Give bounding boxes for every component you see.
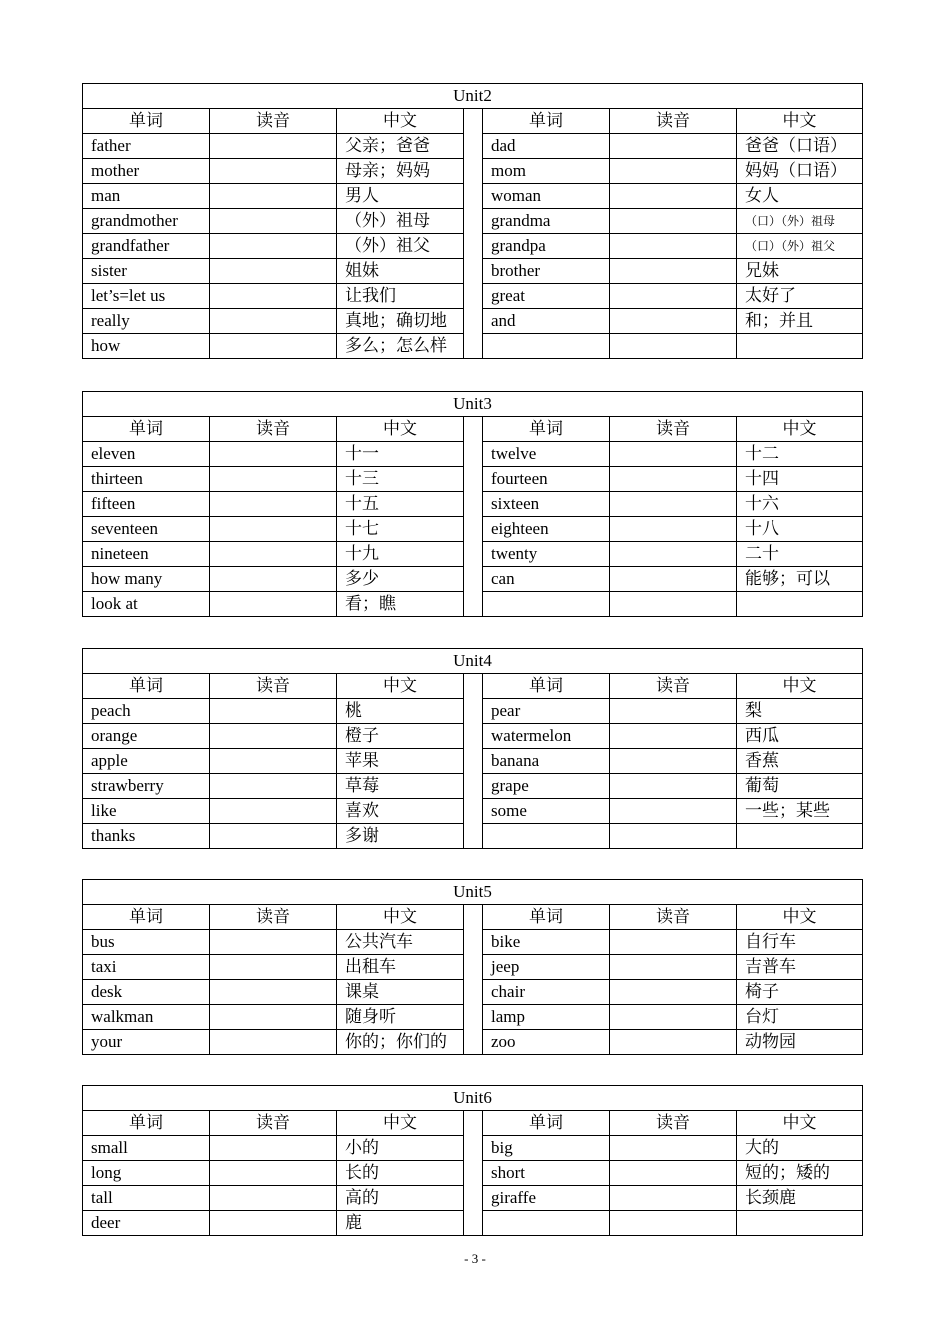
pronunciation-cell [210,1136,337,1161]
word-header: 单词 [83,417,210,442]
word-cell: sixteen [483,492,610,517]
pronunciation-cell [610,567,737,592]
chinese-cell: 十九 [337,542,464,567]
chinese-cell: 姐妹 [337,259,464,284]
word-cell: tall [83,1186,210,1211]
chinese-cell: 二十 [737,542,863,567]
pronunciation-cell [210,492,337,517]
chinese-cell: 香蕉 [737,749,863,774]
pronunciation-cell [610,234,737,259]
chinese-cell: 太好了 [737,284,863,309]
unit-table-unit5 [82,879,863,1055]
word-cell: bus [83,930,210,955]
chinese-cell: 出租车 [337,955,464,980]
pronunciation-cell [610,334,737,359]
chinese-cell: 十八 [737,517,863,542]
pronunciation-cell [610,259,737,284]
chinese-header: 中文 [737,905,863,930]
word-header: 单词 [483,674,610,699]
chinese-cell: 草莓 [337,774,464,799]
chinese-header: 中文 [737,1111,863,1136]
pronunciation-cell [210,699,337,724]
pronunciation-cell [610,749,737,774]
pronunciation-cell [610,1161,737,1186]
chinese-header: 中文 [337,109,464,134]
chinese-cell: 十七 [337,517,464,542]
pronunciation-cell [210,259,337,284]
pronunciation-cell [210,592,337,617]
pronunciation-cell [210,1211,337,1236]
word-cell: fourteen [483,467,610,492]
pronunciation-cell [610,542,737,567]
word-cell: deer [83,1211,210,1236]
pronunciation-cell [610,930,737,955]
pronunciation-header: 读音 [210,109,337,134]
chinese-cell: （口）（外）祖母 [737,209,863,234]
pronunciation-cell [210,209,337,234]
pronunciation-cell [210,1186,337,1211]
pronunciation-cell [210,234,337,259]
chinese-header: 中文 [337,905,464,930]
pronunciation-cell [610,209,737,234]
column-separator [464,109,483,359]
chinese-header: 中文 [737,674,863,699]
chinese-cell: 橙子 [337,724,464,749]
column-separator [464,417,483,617]
word-cell: grandpa [483,234,610,259]
word-cell: giraffe [483,1186,610,1211]
column-separator [464,1111,483,1236]
word-cell: father [83,134,210,159]
chinese-cell: 台灯 [737,1005,863,1030]
pronunciation-cell [210,1030,337,1055]
word-cell: like [83,799,210,824]
unit-table-unit2 [82,83,863,359]
pronunciation-cell [210,542,337,567]
word-cell: grandmother [83,209,210,234]
chinese-cell: 桃 [337,699,464,724]
pronunciation-cell [210,724,337,749]
header-row [83,417,863,442]
chinese-cell: 梨 [737,699,863,724]
word-cell: orange [83,724,210,749]
pronunciation-cell [610,1005,737,1030]
chinese-cell: 兄妹 [737,259,863,284]
word-cell: brother [483,259,610,284]
pronunciation-cell [610,1186,737,1211]
word-cell: sister [83,259,210,284]
pronunciation-header: 读音 [610,109,737,134]
pronunciation-cell [610,1136,737,1161]
header-row [83,109,863,134]
chinese-cell: 公共汽车 [337,930,464,955]
pronunciation-cell [210,284,337,309]
word-cell: grape [483,774,610,799]
word-cell: really [83,309,210,334]
chinese-cell: （外）祖母 [337,209,464,234]
chinese-cell: 你的；你们的 [337,1030,464,1055]
word-cell: twenty [483,542,610,567]
chinese-cell: 长的 [337,1161,464,1186]
word-cell: eighteen [483,517,610,542]
word-cell: nineteen [83,542,210,567]
word-cell [483,592,610,617]
chinese-cell: 多么；怎么样 [337,334,464,359]
word-header: 单词 [483,109,610,134]
pronunciation-cell [210,774,337,799]
header-row [83,674,863,699]
chinese-header: 中文 [337,1111,464,1136]
unit-title: Unit6 [83,1086,863,1111]
pronunciation-cell [210,467,337,492]
word-cell: strawberry [83,774,210,799]
chinese-cell: （外）祖父 [337,234,464,259]
chinese-cell: 随身听 [337,1005,464,1030]
chinese-cell: 动物园 [737,1030,863,1055]
pronunciation-cell [210,184,337,209]
chinese-cell: 一些；某些 [737,799,863,824]
word-cell: how many [83,567,210,592]
pronunciation-cell [210,824,337,849]
chinese-cell: 多谢 [337,824,464,849]
pronunciation-cell [210,334,337,359]
word-cell: lamp [483,1005,610,1030]
word-header: 单词 [483,1111,610,1136]
pronunciation-cell [610,1030,737,1055]
chinese-cell: 西瓜 [737,724,863,749]
pronunciation-cell [210,517,337,542]
word-cell: eleven [83,442,210,467]
word-cell: bike [483,930,610,955]
word-header: 单词 [83,674,210,699]
header-row [83,905,863,930]
pronunciation-cell [610,774,737,799]
pronunciation-cell [610,467,737,492]
word-header: 单词 [483,417,610,442]
pronunciation-cell [610,955,737,980]
pronunciation-cell [210,980,337,1005]
word-cell: desk [83,980,210,1005]
word-cell: dad [483,134,610,159]
chinese-cell: 父亲；爸爸 [337,134,464,159]
pronunciation-cell [610,442,737,467]
word-cell: man [83,184,210,209]
word-cell: taxi [83,955,210,980]
chinese-header: 中文 [737,109,863,134]
word-cell: can [483,567,610,592]
pronunciation-cell [610,309,737,334]
pronunciation-cell [610,159,737,184]
chinese-cell: 十五 [337,492,464,517]
word-cell: watermelon [483,724,610,749]
word-header: 单词 [83,109,210,134]
unit-title: Unit2 [83,84,863,109]
word-cell: jeep [483,955,610,980]
word-cell: pear [483,699,610,724]
pronunciation-header: 读音 [210,1111,337,1136]
pronunciation-cell [610,592,737,617]
chinese-header: 中文 [337,417,464,442]
column-separator [464,905,483,1055]
chinese-cell [737,592,863,617]
chinese-cell: （口）（外）祖父 [737,234,863,259]
word-cell: short [483,1161,610,1186]
chinese-header: 中文 [337,674,464,699]
word-cell: chair [483,980,610,1005]
pronunciation-cell [610,699,737,724]
word-cell: great [483,284,610,309]
chinese-header: 中文 [737,417,863,442]
word-cell: some [483,799,610,824]
pronunciation-cell [610,492,737,517]
pronunciation-cell [210,567,337,592]
word-cell: walkman [83,1005,210,1030]
pronunciation-cell [210,134,337,159]
chinese-cell: 小的 [337,1136,464,1161]
word-cell: seventeen [83,517,210,542]
pronunciation-cell [210,159,337,184]
chinese-cell: 长颈鹿 [737,1186,863,1211]
pronunciation-cell [210,955,337,980]
pronunciation-header: 读音 [210,417,337,442]
word-header: 单词 [483,905,610,930]
chinese-cell: 椅子 [737,980,863,1005]
chinese-cell: 能够；可以 [737,567,863,592]
word-cell [483,824,610,849]
unit-table-unit6 [82,1085,863,1236]
chinese-cell: 十六 [737,492,863,517]
word-cell: zoo [483,1030,610,1055]
pronunciation-cell [610,824,737,849]
column-separator [464,674,483,849]
chinese-cell: 课桌 [337,980,464,1005]
chinese-cell: 高的 [337,1186,464,1211]
word-cell: your [83,1030,210,1055]
word-cell: small [83,1136,210,1161]
word-cell: look at [83,592,210,617]
chinese-cell: 真地；确切地 [337,309,464,334]
chinese-cell [737,334,863,359]
chinese-cell: 鹿 [337,1211,464,1236]
chinese-cell: 短的；矮的 [737,1161,863,1186]
unit-title: Unit5 [83,880,863,905]
word-cell [483,334,610,359]
pronunciation-cell [210,799,337,824]
pronunciation-cell [610,184,737,209]
pronunciation-cell [610,1211,737,1236]
word-cell: peach [83,699,210,724]
word-cell: long [83,1161,210,1186]
word-cell: big [483,1136,610,1161]
pronunciation-cell [210,1161,337,1186]
chinese-cell: 女人 [737,184,863,209]
chinese-cell: 爸爸（口语） [737,134,863,159]
word-cell: grandma [483,209,610,234]
chinese-cell: 多少 [337,567,464,592]
chinese-cell: 十一 [337,442,464,467]
unit-table-unit4 [82,648,863,849]
unit-title: Unit3 [83,392,863,417]
word-cell: thanks [83,824,210,849]
pronunciation-cell [210,749,337,774]
word-cell: twelve [483,442,610,467]
chinese-cell [737,1211,863,1236]
word-cell: woman [483,184,610,209]
pronunciation-cell [210,442,337,467]
word-cell: fifteen [83,492,210,517]
word-header: 单词 [83,1111,210,1136]
pronunciation-header: 读音 [610,417,737,442]
word-cell [483,1211,610,1236]
chinese-cell: 男人 [337,184,464,209]
pronunciation-header: 读音 [610,674,737,699]
page-number: - 3 - [464,1251,486,1266]
word-cell: how [83,334,210,359]
word-cell: thirteen [83,467,210,492]
pronunciation-cell [210,1005,337,1030]
unit-table-unit3 [82,391,863,617]
pronunciation-header: 读音 [210,905,337,930]
chinese-cell: 和；并且 [737,309,863,334]
chinese-cell: 苹果 [337,749,464,774]
chinese-cell: 母亲；妈妈 [337,159,464,184]
chinese-cell: 喜欢 [337,799,464,824]
word-header: 单词 [83,905,210,930]
pronunciation-cell [610,134,737,159]
word-cell: mother [83,159,210,184]
word-cell: mom [483,159,610,184]
chinese-cell: 十二 [737,442,863,467]
chinese-cell: 让我们 [337,284,464,309]
pronunciation-cell [610,799,737,824]
pronunciation-cell [210,309,337,334]
unit-title: Unit4 [83,649,863,674]
word-cell: let’s=let us [83,284,210,309]
pronunciation-header: 读音 [610,905,737,930]
header-row [83,1111,863,1136]
word-cell: banana [483,749,610,774]
word-cell: grandfather [83,234,210,259]
pronunciation-cell [610,517,737,542]
word-cell: apple [83,749,210,774]
chinese-cell: 十四 [737,467,863,492]
chinese-cell: 十三 [337,467,464,492]
pronunciation-cell [610,284,737,309]
chinese-cell: 妈妈（口语） [737,159,863,184]
chinese-cell [737,824,863,849]
chinese-cell: 看；瞧 [337,592,464,617]
word-cell: and [483,309,610,334]
chinese-cell: 自行车 [737,930,863,955]
pronunciation-cell [610,724,737,749]
chinese-cell: 吉普车 [737,955,863,980]
pronunciation-header: 读音 [610,1111,737,1136]
pronunciation-cell [210,930,337,955]
chinese-cell: 葡萄 [737,774,863,799]
pronunciation-header: 读音 [210,674,337,699]
pronunciation-cell [610,980,737,1005]
chinese-cell: 大的 [737,1136,863,1161]
